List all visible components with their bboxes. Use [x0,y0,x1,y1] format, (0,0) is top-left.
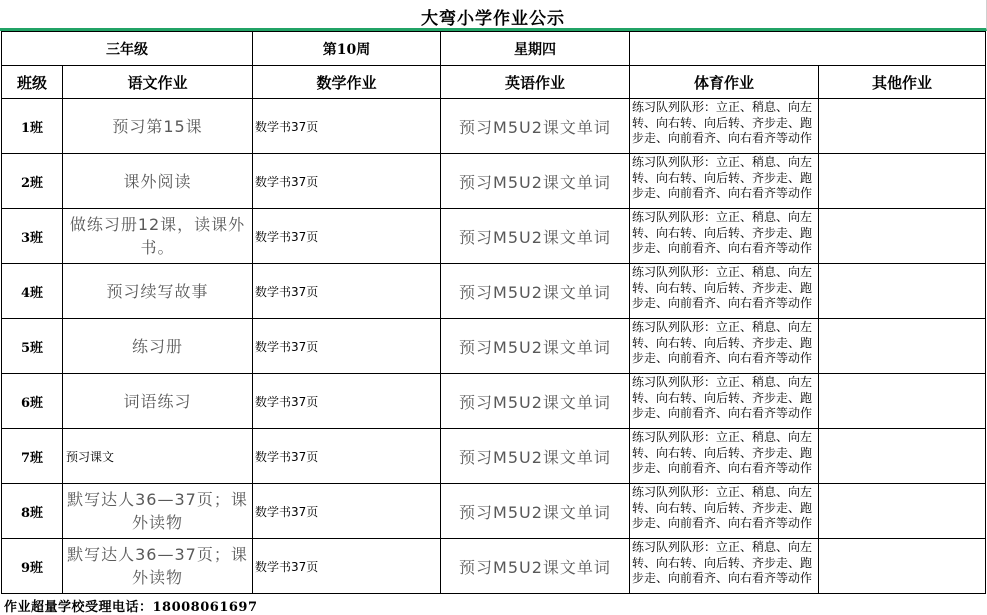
week-cell[interactable]: 第10周 [253,32,441,66]
chinese-homework-cell[interactable]: 课外阅读 [63,154,253,209]
class-rows [2,99,986,594]
header-other[interactable]: 其他作业 [819,66,986,99]
english-homework-cell[interactable]: 预习M5U2课文单词 [441,319,630,374]
class-cell[interactable]: 1班 [2,99,63,154]
pe-homework-cell[interactable] [630,154,819,209]
english-homework-cell[interactable]: 预习M5U2课文单词 [441,429,630,484]
class-cell[interactable]: 5班 [2,319,63,374]
chinese-homework-cell[interactable]: 预习续写故事 [63,264,253,319]
class-cell[interactable]: 9班 [2,539,63,594]
header-english[interactable]: 英语作业 [441,66,630,99]
title-cell[interactable] [0,0,987,31]
other-homework-cell[interactable] [819,429,986,484]
math-homework-cell[interactable]: 数学书37页 [253,484,441,539]
english-homework-cell[interactable]: 预习M5U2课文单词 [441,209,630,264]
table-row [2,374,986,429]
chinese-homework-cell[interactable]: 词语练习 [63,374,253,429]
pe-homework-cell[interactable] [630,429,819,484]
pe-homework-cell[interactable] [630,209,819,264]
english-homework-cell[interactable]: 预习M5U2课文单词 [441,264,630,319]
grade-cell[interactable]: 三年级 [2,32,253,66]
pe-homework-cell[interactable] [630,374,819,429]
math-homework-cell[interactable]: 数学书37页 [253,374,441,429]
table-row [2,319,986,374]
pe-homework-cell[interactable] [630,99,819,154]
class-cell[interactable]: 2班 [2,154,63,209]
header-pe[interactable]: 体育作业 [630,66,819,99]
other-homework-cell[interactable] [819,209,986,264]
math-homework-cell[interactable]: 数学书37页 [253,429,441,484]
pe-homework-text: 练习队列队形：立正、稍息、向左转、向右转、向后转、齐步走、跑步走、向前看齐、向右看齐等动作 [632,540,813,585]
homework-table [1,31,986,594]
meta-row [2,32,986,66]
math-homework-cell[interactable]: 数学书37页 [253,154,441,209]
pe-homework-cell[interactable] [630,484,819,539]
table-row [2,539,986,594]
pe-homework-text: 练习队列队形：立正、稍息、向左转、向右转、向后转、齐步走、跑步走、向前看齐、向右看齐等动作 [632,210,813,255]
other-homework-cell[interactable] [819,154,986,209]
header-class[interactable]: 班级 [2,66,63,99]
other-homework-cell[interactable] [819,264,986,319]
header-row [2,66,986,99]
day-cell[interactable]: 星期四 [441,32,630,66]
table-row [2,484,986,539]
class-cell[interactable]: 8班 [2,484,63,539]
math-homework-cell[interactable]: 数学书37页 [253,99,441,154]
english-homework-cell[interactable]: 预习M5U2课文单词 [441,374,630,429]
pe-homework-text: 练习队列队形：立正、稍息、向左转、向右转、向后转、齐步走、跑步走、向前看齐、向右看齐等动作 [632,375,813,420]
table-row [2,209,986,264]
chinese-homework-cell[interactable]: 预习第15课 [63,99,253,154]
math-homework-cell[interactable]: 数学书37页 [253,539,441,594]
other-homework-cell[interactable] [819,484,986,539]
table-row [2,429,986,484]
english-homework-cell[interactable]: 预习M5U2课文单词 [441,539,630,594]
header-math[interactable]: 数学作业 [253,66,441,99]
chinese-homework-cell[interactable]: 默写达人36—37页；课外读物 [63,484,253,539]
pe-homework-text: 练习队列队形：立正、稍息、向左转、向右转、向后转、齐步走、跑步走、向前看齐、向右看齐等动作 [632,485,813,530]
other-homework-cell[interactable] [819,539,986,594]
other-homework-cell[interactable] [819,99,986,154]
pe-homework-cell[interactable] [630,319,819,374]
complaint-hotline: 作业超量学校受理电话：18008061697 [4,600,258,615]
header-chinese[interactable]: 语文作业 [63,66,253,99]
pe-homework-text: 练习队列队形：立正、稍息、向左转、向右转、向后转、齐步走、跑步走、向前看齐、向右看齐等动作 [632,320,813,365]
sheet-title: 大弯小学作业公示 [421,9,565,29]
math-homework-cell[interactable]: 数学书37页 [253,209,441,264]
math-homework-cell[interactable]: 数学书37页 [253,264,441,319]
chinese-homework-cell[interactable]: 练习册 [63,319,253,374]
class-cell[interactable]: 4班 [2,264,63,319]
table-row [2,99,986,154]
pe-homework-text: 练习队列队形：立正、稍息、向左转、向右转、向后转、齐步走、跑步走、向前看齐、向右看齐等动作 [632,265,813,310]
class-cell[interactable]: 7班 [2,429,63,484]
pe-homework-text: 练习队列队形：立正、稍息、向左转、向右转、向后转、齐步走、跑步走、向前看齐、向右看齐等动作 [632,155,813,200]
chinese-homework-cell[interactable]: 预习课文 [63,429,253,484]
english-homework-cell[interactable]: 预习M5U2课文单词 [441,484,630,539]
other-homework-cell[interactable] [819,374,986,429]
class-cell[interactable]: 3班 [2,209,63,264]
english-homework-cell[interactable]: 预习M5U2课文单词 [441,99,630,154]
pe-homework-text: 练习队列队形：立正、稍息、向左转、向右转、向后转、齐步走、跑步走、向前看齐、向右看齐等动作 [632,100,813,145]
table-row [2,154,986,209]
pe-homework-cell[interactable] [630,539,819,594]
table-row [2,264,986,319]
class-cell[interactable]: 6班 [2,374,63,429]
chinese-homework-cell[interactable]: 做练习册12课，读课外书。 [63,209,253,264]
chinese-homework-cell[interactable]: 默写达人36—37页；课外读物 [63,539,253,594]
meta-empty-cell[interactable] [630,32,986,66]
pe-homework-text: 练习队列队形：立正、稍息、向左转、向右转、向后转、齐步走、跑步走、向前看齐、向右看齐等动作 [632,430,813,475]
pe-homework-cell[interactable] [630,264,819,319]
english-homework-cell[interactable]: 预习M5U2课文单词 [441,154,630,209]
other-homework-cell[interactable] [819,319,986,374]
math-homework-cell[interactable]: 数学书37页 [253,319,441,374]
